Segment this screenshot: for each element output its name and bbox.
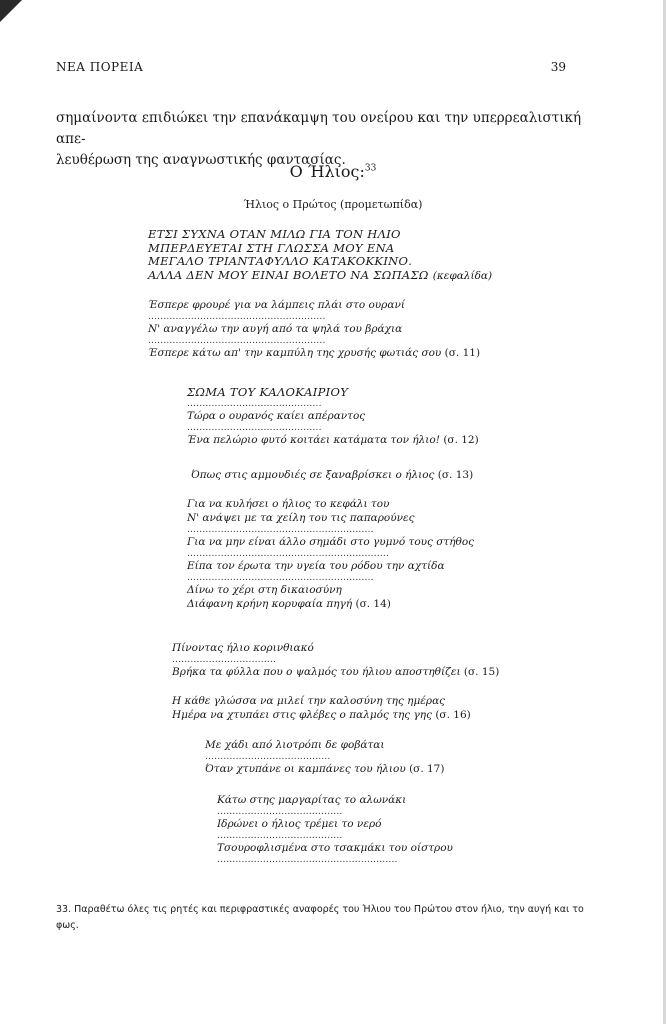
verse-text: Βρήκα τα φύλλα που ο ψαλμός του ήλιου αποστηθίζει	[172, 666, 461, 678]
verse-text: Ημέρα να χτυπάει στις φλέβες ο παλμός της γης	[172, 709, 432, 721]
verse-line	[148, 269, 492, 284]
verse-line	[187, 433, 479, 447]
verse-line: ΜΕΓΑΛΟ ΤΡΙΑΝΤΑΦΥΛΛΟ ΚΑΤΑΚΟΚΚΙΝΟ.	[148, 254, 413, 268]
ellipsis-line: .........................................	[205, 752, 331, 762]
verse-text: Διάφανη κρήνη κορυφαία πηγή	[187, 598, 353, 610]
verse-line: Πίνοντας ήλιο κορινθιακό	[172, 642, 314, 654]
running-head: ΝΕΑ ΠΟΡΕΙΑ	[56, 60, 144, 74]
verse-line: ΕΤΣΙ ΣΥΧΝΑ ΟΤΑΝ ΜΙΛΩ ΓΙΑ ΤΟΝ ΗΛΙΟ	[148, 227, 401, 241]
verse-line	[191, 468, 473, 482]
verse-line	[148, 346, 480, 360]
verse-text: Όταν χτυπάνε οι καμπάνες του ήλιου	[205, 763, 406, 775]
quote-block-6	[172, 694, 471, 722]
ellipsis-line: .............................................................	[187, 525, 374, 535]
page-corner-shadow	[0, 0, 22, 22]
page-reference: (σ. 16)	[435, 709, 471, 721]
verse-line	[172, 708, 471, 722]
ellipsis-line: ..........................................................	[148, 312, 326, 322]
verse-line: Είπα τον έρωτα την υγεία του ρόδου την αχτίδα	[187, 560, 445, 572]
intro-line: σημαίνοντα επιδιώκει την επανάκαμψη του ονείρου και την υπερρεαλιστική απε-	[56, 110, 582, 147]
ellipsis-line: ..........................................................	[148, 336, 326, 346]
verse-line: Έσπερε φρουρέ για να λάμπεις πλάι στο ουρανί	[148, 299, 405, 311]
ellipsis-line: ............................................	[187, 399, 322, 409]
page-reference: (σ. 12)	[443, 434, 479, 446]
intro-line: λευθέρωση της αναγνωστικής φαντασίας.	[56, 152, 346, 168]
verse-line: Κάτω στης μαργαρίτας το αλωνάκι	[217, 794, 407, 806]
ellipsis-line: ............................................	[187, 423, 322, 433]
verse-line: Ν' αναγγέλω την αυγή από τα ψηλά του βράχια	[148, 323, 403, 335]
verse-line: ΜΠΕΡΔΕΥΕΤΑΙ ΣΤΗ ΓΛΩΣΣΑ ΜΟΥ ΕΝΑ	[148, 240, 395, 255]
ellipsis-line: .............................................................	[187, 573, 374, 583]
footnote-number: 33.	[56, 904, 72, 915]
verse-text: Ένα πελώριο φυτό κοιτάει κατάματα τον ήλιο!	[187, 434, 440, 446]
page-reference: (σ. 15)	[463, 666, 500, 678]
page-reference: (σ. 14)	[355, 598, 391, 610]
poem-attribution: Ήλιος ο Πρώτος (προμετωπίδα)	[243, 198, 423, 211]
quote-block-8	[217, 793, 453, 865]
verse-line	[187, 597, 474, 611]
page-number: 39	[550, 60, 566, 74]
capitals-stanza	[148, 228, 492, 283]
page-reference: (σ. 17)	[409, 763, 445, 775]
verse-line: Για να κυλήσει ο ήλιος το κεφάλι του	[187, 498, 390, 510]
verse-line	[205, 762, 444, 776]
ellipsis-line: .........................................	[217, 807, 343, 817]
quote-block-2	[187, 385, 479, 447]
verse-line: Τσουροφλισμένα στο τσακμάκι του οίστρου	[217, 842, 453, 854]
ellipsis-line: .........................................	[217, 831, 343, 841]
verse-line: Ιδρώνει ο ήλιος τρέμει το νερό	[217, 818, 382, 830]
verse-line	[172, 665, 499, 679]
verse-line: Για να μην είναι άλλο σημάδι στο γυμνό τους στήθος	[187, 536, 475, 548]
poem-title-text: Ο Ήλιος:	[289, 162, 365, 181]
quote-block-7	[205, 738, 444, 776]
footnote	[56, 902, 596, 934]
footnote-marker: 33	[364, 163, 377, 174]
ellipsis-line: ..................................................................	[187, 549, 390, 559]
poem-title	[0, 162, 666, 181]
quote-block-5	[172, 641, 499, 679]
quote-block-3	[191, 468, 473, 482]
page-reference: (σ. 11)	[444, 347, 481, 359]
verse-line: Με χάδι από λιοτρόπι δε φοβάται	[205, 739, 385, 751]
ellipsis-line: ..................................	[172, 655, 277, 665]
quote-block-4	[187, 497, 474, 611]
quote-block-1	[148, 298, 480, 360]
verse-line: Η κάθε γλώσσα να μιλεί την καλοσύνη της ημέρας	[172, 695, 446, 707]
footnote-text: Παραθέτω όλες τις ρητές και περιφραστικές αναφορές του Ήλιου του Πρώτου στον ήλιο, την αυγή και το φως.	[56, 904, 584, 931]
ellipsis-line: ...........................................................	[217, 855, 398, 865]
verse-line: Τώρα ο ουρανός καίει απέραντος	[187, 410, 366, 422]
page-reference: (σ. 13)	[437, 469, 474, 481]
verse-note: (κεφαλίδα)	[432, 269, 493, 282]
verse-text: Όπως στις αμμουδιές σε ξαναβρίσκει ο ήλιος	[191, 469, 435, 481]
verse-line: Δίνω το χέρι στη δικαιοσύνη	[187, 584, 342, 596]
verse-text: Έσπερε κάτω απ' την καμπύλη της χρυσής φωτιάς σου	[148, 347, 442, 359]
verse-heading: ΣΩΜΑ ΤΟΥ ΚΑΛΟΚΑΙΡΙΟΥ	[187, 385, 349, 399]
verse-text: ΑΛΛΑ ΔΕΝ ΜΟΥ ΕΙΝΑΙ ΒΟΛΕΤΟ ΝΑ ΣΩΠΑΣΩ	[148, 267, 429, 282]
verse-line: Ν' ανάψει με τα χείλη του τις παπαρούνες	[187, 512, 415, 524]
